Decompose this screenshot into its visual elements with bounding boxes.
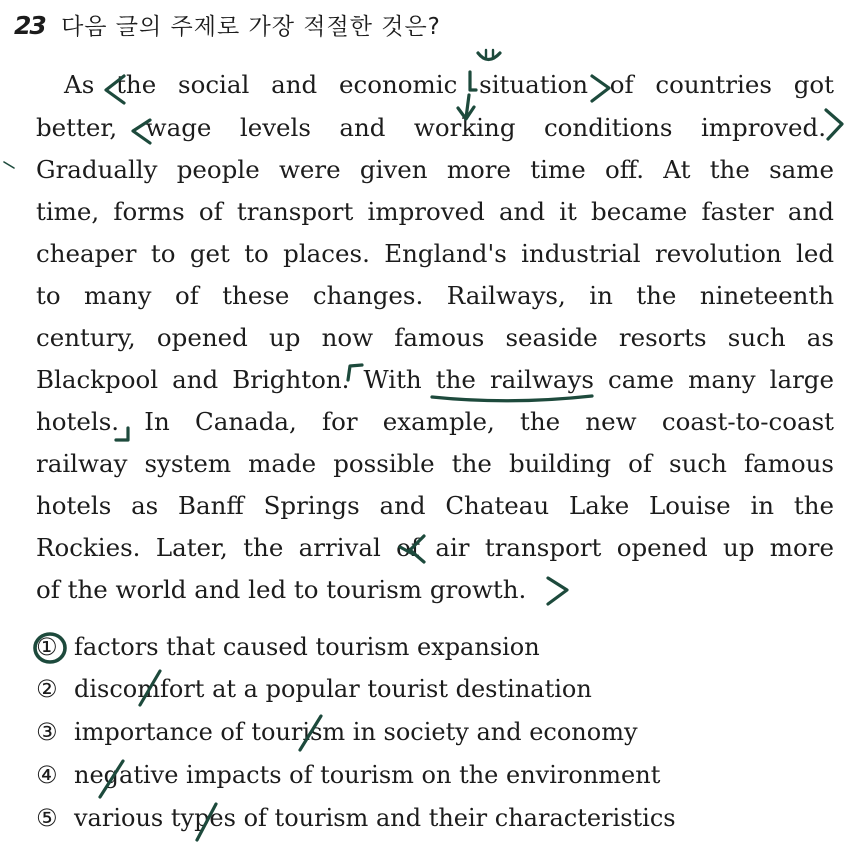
option-text: discomfort at a popular tourist destination [74, 675, 592, 703]
question-number: 23 [14, 11, 45, 40]
passage-line: Rockies. Later, the arrival of air transport opened up more [36, 533, 834, 562]
emphasis-mark [478, 53, 500, 60]
passage-line: hotels as Banff Springs and Chateau Lake Louise in the [36, 491, 834, 520]
passage-line: As the social and economic situation of countries got [64, 70, 834, 99]
option-text: negative impacts of tourism on the environment [74, 761, 661, 789]
passage-line: Gradually people were given more time off. At the same [36, 155, 834, 184]
option-1[interactable] [36, 632, 540, 664]
passage-line: to many of these changes. Railways, in the nineteenth [36, 281, 834, 310]
passage-line: Blackpool and Brighton. With the railways came many large [36, 365, 834, 394]
question-prompt: 다음 글의 주제로 가장 적절한 것은? [61, 14, 441, 40]
margin-tick-mark [4, 162, 14, 168]
close-bracket-mark [826, 110, 842, 139]
option-text: importance of tourism in society and economy [74, 718, 638, 746]
option-number: ⑤ [36, 804, 58, 832]
option-number: ③ [36, 718, 58, 746]
option-2[interactable] [36, 674, 592, 706]
option-3[interactable] [36, 717, 638, 749]
passage-line: hotels. In Canada, for example, the new coast-to-coast [36, 407, 834, 436]
passage-line: railway system made possible the building of such famous [36, 449, 834, 478]
passage-line: cheaper to get to places. England's industrial revolution led [36, 239, 834, 268]
passage-line: better, wage levels and working conditions improved. [36, 113, 826, 142]
passage-line: of the world and led to tourism growth. [36, 575, 527, 604]
emphasis-mark [486, 50, 493, 57]
option-5[interactable] [36, 803, 676, 835]
option-number: ④ [36, 761, 58, 789]
option-text: factors that caused tourism expansion [74, 633, 540, 661]
passage-line: century, opened up now famous seaside resorts such as [36, 323, 834, 352]
question-header [14, 8, 834, 44]
option-text: various types of tourism and their characteristics [74, 804, 676, 832]
option-4[interactable] [36, 760, 660, 792]
option-number: ② [36, 675, 58, 703]
passage-line: time, forms of transport improved and it became faster and [36, 197, 834, 226]
option-number: ① [36, 633, 58, 661]
